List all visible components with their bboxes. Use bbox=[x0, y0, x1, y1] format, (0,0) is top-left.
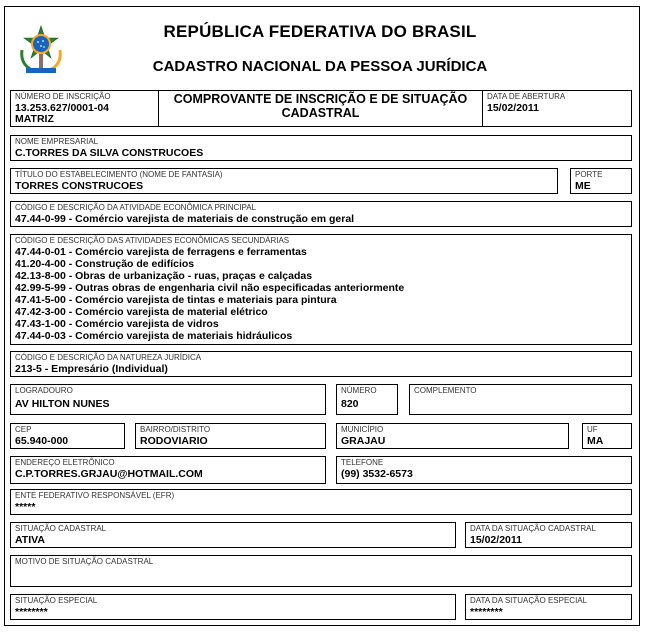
porte-label: PORTE bbox=[575, 170, 603, 179]
complemento-box bbox=[409, 384, 632, 415]
inscricao-type: MATRIZ bbox=[15, 113, 54, 125]
inscricao-number: 13.253.627/0001-04 bbox=[15, 102, 110, 114]
abertura-label: DATA DE ABERTURA bbox=[487, 92, 566, 101]
data-situacao-label: DATA DA SITUAÇÃO CADASTRAL bbox=[470, 524, 596, 533]
atividades-secundarias-label: CÓDIGO E DESCRIÇÃO DAS ATIVIDADES ECONÔMICAS SECUNDÁRIAS bbox=[15, 236, 290, 245]
brazil-coat-of-arms-icon bbox=[16, 24, 66, 78]
telefone-value: (99) 3532-6573 bbox=[341, 468, 413, 480]
atividades-secundarias-box bbox=[10, 234, 632, 345]
cep-value: 65.940-000 bbox=[15, 435, 69, 447]
nome-empresarial-box bbox=[10, 135, 632, 161]
bairro-value: RODOVIARIO bbox=[140, 435, 208, 447]
bairro-label: BAIRRO/DISTRITO bbox=[140, 425, 211, 434]
comprovante-line1: COMPROVANTE DE INSCRIÇÃO E DE SITUAÇÃO bbox=[173, 92, 468, 106]
document-subtitle: CADASTRO NACIONAL DA PESSOA JURÍDICA bbox=[152, 58, 488, 75]
list-item: 47.44-0-01 - Comércio varejista de ferragens e ferramentas bbox=[15, 246, 307, 258]
list-item: 47.41-5-00 - Comércio varejista de tintas e materiais para pintura bbox=[15, 294, 337, 306]
email-box bbox=[10, 456, 326, 484]
data-situacao-especial-box bbox=[465, 594, 632, 620]
uf-box bbox=[582, 423, 632, 449]
list-item: 47.43-1-00 - Comércio varejista de vidros bbox=[15, 318, 219, 330]
numero-value: 820 bbox=[341, 398, 359, 410]
municipio-value: GRAJAU bbox=[341, 435, 386, 447]
list-item: 42.99-5-99 - Outras obras de engenharia civil não especificadas anteriormente bbox=[15, 282, 405, 294]
porte-value: ME bbox=[575, 180, 591, 192]
natureza-juridica-box bbox=[10, 351, 632, 377]
email-value: C.P.TORRES.GRJAU@HOTMAIL.COM bbox=[15, 468, 203, 480]
comprovante-title bbox=[159, 92, 482, 120]
data-situacao-especial-label: DATA DA SITUAÇÃO ESPECIAL bbox=[470, 596, 588, 605]
natureza-juridica-value: 213-5 - Empresário (Individual) bbox=[15, 363, 168, 375]
situacao-especial-box bbox=[10, 594, 456, 620]
motivo-box bbox=[10, 555, 632, 587]
numero-box bbox=[336, 384, 398, 415]
inscricao-box bbox=[10, 90, 159, 127]
situacao-especial-value: ******** bbox=[15, 606, 48, 618]
logradouro-label: LOGRADOURO bbox=[15, 386, 73, 395]
nome-empresarial-label: NOME EMPRESARIAL bbox=[15, 137, 99, 146]
situacao-value: ATIVA bbox=[15, 534, 45, 546]
efr-box bbox=[10, 489, 632, 515]
complemento-label: COMPLEMENTO bbox=[414, 386, 477, 395]
email-label: ENDEREÇO ELETRÔNICO bbox=[15, 458, 115, 467]
fantasia-label: TÍTULO DO ESTABELECIMENTO (NOME DE FANTASIA) bbox=[15, 170, 223, 179]
list-item: 47.42-3-00 - Comércio varejista de material elétrico bbox=[15, 306, 268, 318]
atividade-principal-box bbox=[10, 201, 632, 227]
comprovante-line2: CADASTRAL bbox=[281, 106, 360, 120]
data-situacao-box bbox=[465, 522, 632, 548]
situacao-label: SITUAÇÃO CADASTRAL bbox=[15, 524, 107, 533]
municipio-label: MUNICÍPIO bbox=[341, 425, 384, 434]
document-title: REPÚBLICA FEDERATIVA DO BRASIL bbox=[163, 22, 477, 41]
abertura-box bbox=[482, 90, 632, 127]
efr-label: ENTE FEDERATIVO RESPONSÁVEL (EFR) bbox=[15, 491, 175, 500]
telefone-label: TELEFONE bbox=[341, 458, 384, 467]
atividades-secundarias-list bbox=[15, 246, 404, 342]
natureza-juridica-label: CÓDIGO E DESCRIÇÃO DA NATUREZA JURÍDICA bbox=[15, 353, 202, 362]
list-item: 42.13-8-00 - Obras de urbanização - ruas, praças e calçadas bbox=[15, 270, 313, 282]
porte-box bbox=[570, 168, 632, 194]
abertura-value: 15/02/2011 bbox=[487, 102, 539, 114]
atividade-principal-value: 47.44-0-99 - Comércio varejista de materiais de construção em geral bbox=[15, 213, 355, 225]
data-situacao-especial-value: ******** bbox=[470, 606, 503, 618]
logradouro-box bbox=[10, 384, 326, 415]
cep-label: CEP bbox=[15, 425, 32, 434]
cep-box bbox=[10, 423, 125, 449]
situacao-box bbox=[10, 522, 456, 548]
numero-label: NÚMERO bbox=[341, 386, 377, 395]
motivo-label: MOTIVO DE SITUAÇÃO CADASTRAL bbox=[15, 557, 154, 566]
atividade-principal-label: CÓDIGO E DESCRIÇÃO DA ATIVIDADE ECONÔMICA PRINCIPAL bbox=[15, 203, 257, 212]
inscricao-label: NÚMERO DE INSCRIÇÃO bbox=[15, 92, 111, 101]
list-item: 41.20-4-00 - Construção de edifícios bbox=[15, 258, 195, 270]
nome-empresarial-value: C.TORRES DA SILVA CONSTRUCOES bbox=[15, 147, 204, 159]
logradouro-value: AV HILTON NUNES bbox=[15, 398, 110, 410]
list-item: 47.44-0-03 - Comércio varejista de materiais hidráulicos bbox=[15, 330, 293, 342]
efr-value: ***** bbox=[15, 501, 36, 513]
municipio-box bbox=[336, 423, 569, 449]
bairro-box bbox=[135, 423, 326, 449]
fantasia-box bbox=[10, 168, 558, 194]
uf-label: UF bbox=[587, 425, 598, 434]
situacao-especial-label: SITUAÇÃO ESPECIAL bbox=[15, 596, 98, 605]
data-situacao-value: 15/02/2011 bbox=[470, 534, 522, 546]
uf-value: MA bbox=[587, 435, 604, 447]
comprovante-box bbox=[158, 90, 483, 127]
telefone-box bbox=[336, 456, 632, 484]
fantasia-value: TORRES CONSTRUCOES bbox=[15, 180, 144, 192]
